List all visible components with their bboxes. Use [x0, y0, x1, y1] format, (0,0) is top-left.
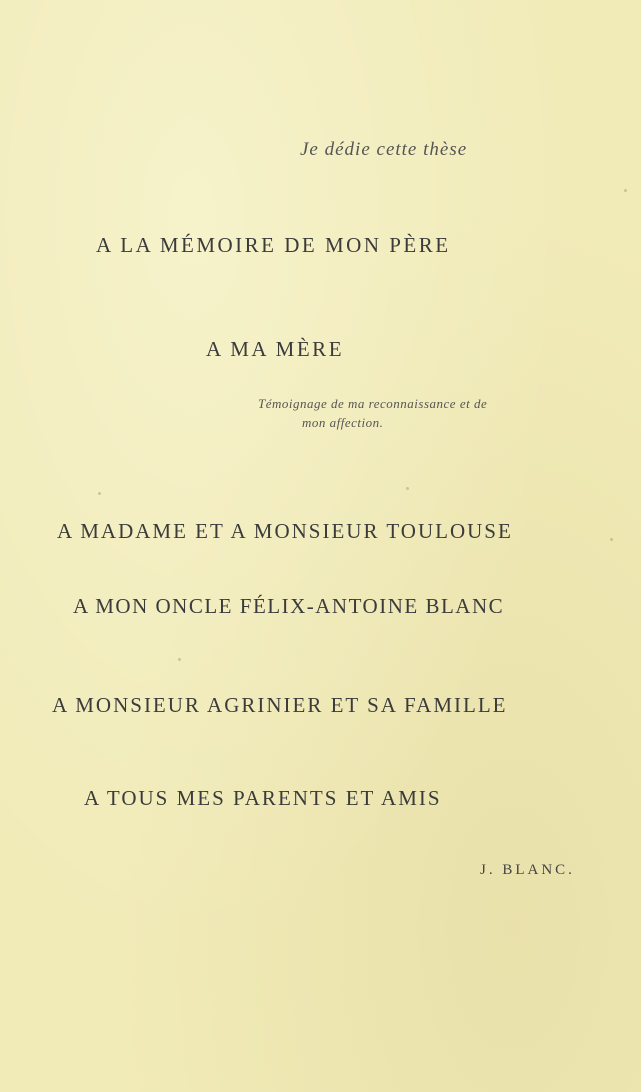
dedication-toulouse: A MADAME ET A MONSIEUR TOULOUSE [57, 519, 513, 543]
dedication-father: A LA MÉMOIRE DE MON PÈRE [96, 233, 451, 257]
dedication-intro: Je dédie cette thèse [300, 139, 468, 160]
dedication-uncle-prefix: A MON ONCLE [73, 594, 240, 618]
dedication-agrinier: A MONSIEUR AGRINIER ET SA FAMILLE [52, 693, 508, 717]
dedication-mother: A MA MÈRE [206, 337, 345, 361]
paper-speck [610, 538, 613, 541]
testimony-note [258, 394, 558, 432]
paper-speck [406, 487, 409, 490]
paper-speck [624, 189, 627, 192]
dedication-uncle-suffix: BLANC [418, 594, 505, 618]
author-signature: J. BLANC. [480, 862, 575, 878]
dedication-uncle [73, 594, 504, 619]
testimony-line-2: mon affection. [302, 415, 384, 430]
paper-speck [98, 492, 101, 495]
testimony-line-1: Témoignage de ma reconnaissance et de [258, 396, 488, 411]
dedication-uncle-name: FÉLIX-ANTOINE [239, 594, 419, 618]
paper-speck [178, 658, 181, 661]
dedication-relatives: A TOUS MES PARENTS ET AMIS [84, 786, 442, 810]
